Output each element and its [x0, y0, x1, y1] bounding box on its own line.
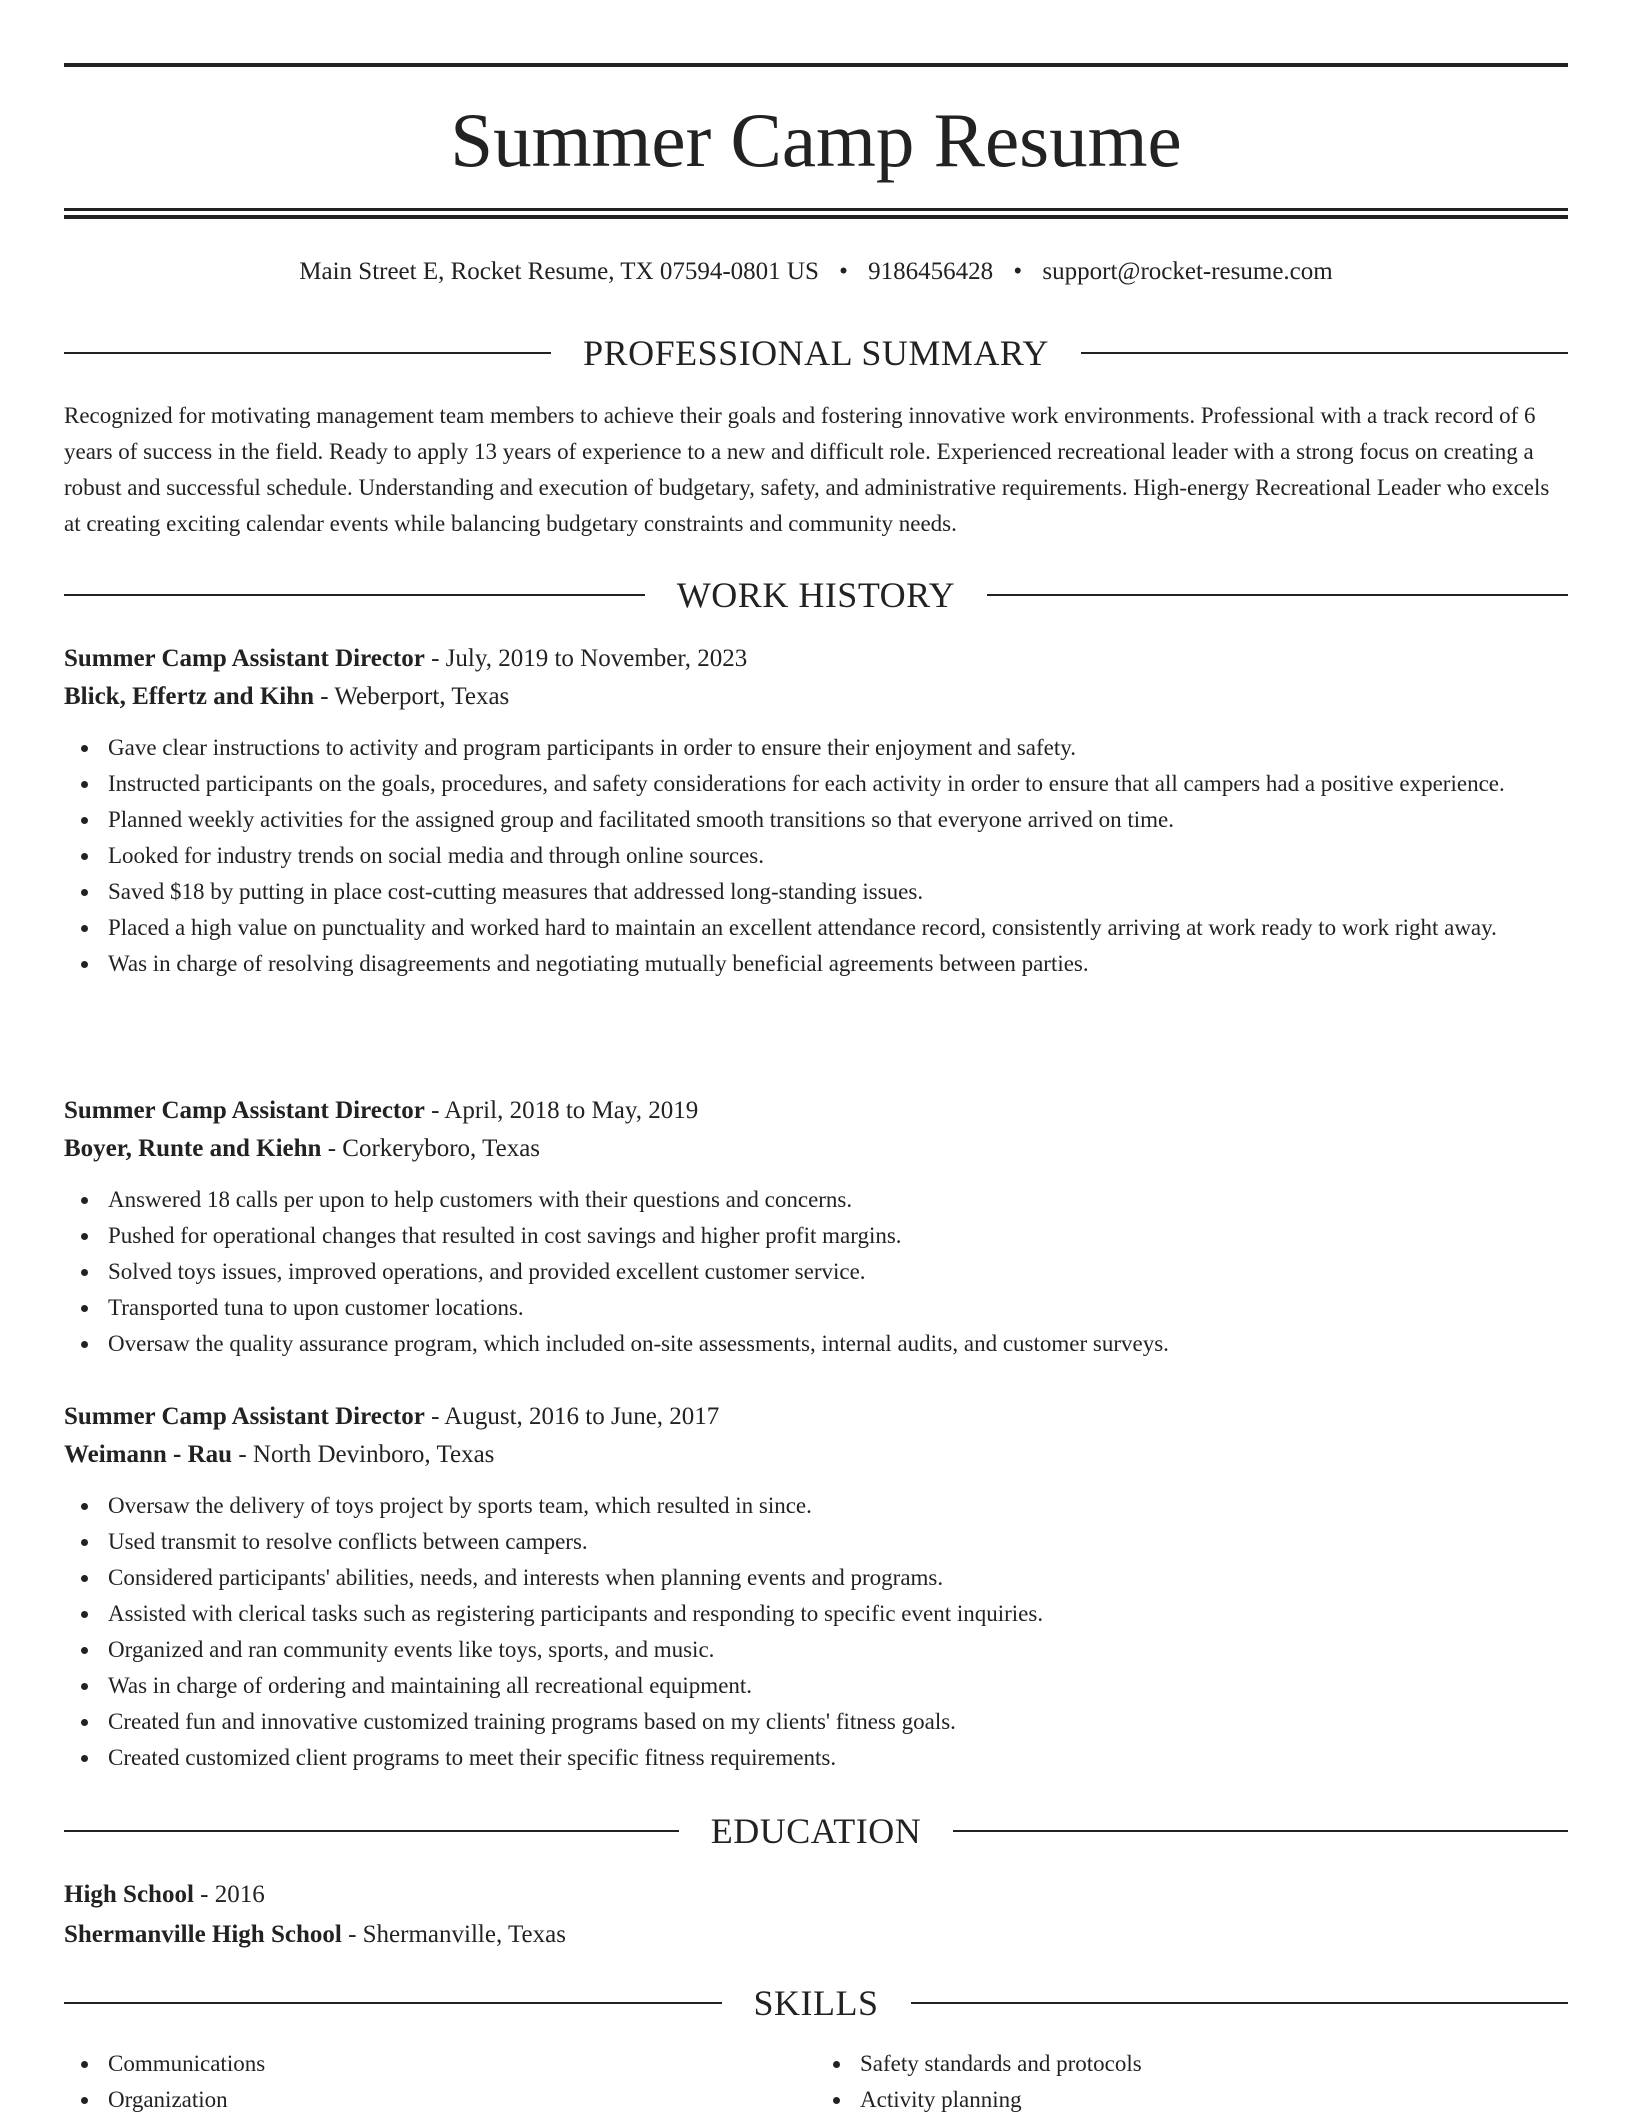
job-entry-2 [64, 1092, 1568, 1362]
job-bullets [64, 1182, 1568, 1362]
education-school-line [64, 1916, 1568, 1954]
education-degree: High School [64, 1881, 194, 1908]
skill-item: Organization [64, 2082, 816, 2118]
education-year: - 2016 [193, 1881, 265, 1908]
job-title: Summer Camp Assistant Director [64, 1403, 425, 1430]
list-item: Instructed participants on the goals, procedures, and safety considerations for each activity in order to ensure that all campers had a positive experience. [64, 766, 1568, 802]
job-company-line [64, 1436, 1568, 1474]
list-item: Transported tuna to upon customer locations. [64, 1290, 1568, 1326]
list-item: Used transmit to resolve conflicts between campers. [64, 1524, 1568, 1560]
list-item: Gave clear instructions to activity and program participants in order to ensure their enjoyment and safety. [64, 730, 1568, 766]
list-item: Considered participants' abilities, needs, and interests when planning events and programs. [64, 1560, 1568, 1596]
section-rule-right [987, 594, 1568, 596]
section-rule-left [64, 352, 551, 354]
contact-email[interactable]: support@rocket-resume.com [1042, 258, 1333, 285]
list-item: Looked for industry trends on social media and through online sources. [64, 838, 1568, 874]
list-item: Created fun and innovative customized training programs based on my clients' fitness goals. [64, 1704, 1568, 1740]
skill-item: Communications [64, 2046, 816, 2082]
education-location: - Shermanville, Texas [341, 1921, 566, 1948]
section-header-education [64, 1808, 1568, 1854]
education-entry [64, 1876, 1568, 1954]
job-title: Summer Camp Assistant Director [64, 645, 425, 672]
summary-paragraph: Recognized for motivating management team members to achieve their goals and fostering innovative work environments. Professional with a track record of 6 years of success in the field. Ready to apply 13 years of experience to a new and difficult role. Experienced recreational leader with a strong focus on creating a robust and successful schedule. Understanding and execution of budgetary, safety, and administrative requirements. High-energy Recreational Leader who excels at creating exciting calendar events while balancing budgetary constraints and community needs. [64, 403, 1550, 536]
section-title-work-history: WORK HISTORY [676, 575, 956, 615]
list-item: Solved toys issues, improved operations, and provided excellent customer service. [64, 1254, 1568, 1290]
section-title-summary: PROFESSIONAL SUMMARY [583, 333, 1049, 373]
contact-phone: 9186456428 [868, 258, 994, 285]
job-title-line [64, 1398, 1568, 1436]
section-header-summary [64, 330, 1568, 376]
list-item: Planned weekly activities for the assigned group and facilitated smooth transitions so that everyone arrived on time. [64, 802, 1568, 838]
list-item: Oversaw the quality assurance program, which included on-site assessments, internal audits, and customer surveys. [64, 1326, 1568, 1362]
job-location: - Weberport, Texas [314, 683, 510, 710]
title-rule-lower [64, 215, 1568, 219]
job-dates: - July, 2019 to November, 2023 [424, 645, 748, 672]
section-rule-right [1081, 352, 1568, 354]
top-rule [64, 63, 1568, 67]
list-item: Was in charge of ordering and maintaining all recreational equipment. [64, 1668, 1568, 1704]
section-header-skills [64, 1980, 1568, 2026]
section-rule-left [64, 1830, 679, 1832]
skill-item: Activity planning [816, 2082, 1568, 2118]
job-company: Weimann - Rau [64, 1441, 233, 1468]
education-degree-line [64, 1876, 1568, 1914]
skill-item: Safety standards and protocols [816, 2046, 1568, 2082]
job-dates: - August, 2016 to June, 2017 [424, 1403, 720, 1430]
section-rule-right [953, 1830, 1568, 1832]
section-header-work-history [64, 572, 1568, 618]
list-item: Oversaw the delivery of toys project by sports team, which resulted in since. [64, 1488, 1568, 1524]
job-location: - North Devinboro, Texas [232, 1441, 495, 1468]
job-company: Blick, Effertz and Kihn [64, 683, 315, 710]
job-location: - Corkeryboro, Texas [321, 1135, 541, 1162]
contact-line [64, 254, 1568, 290]
list-item: Pushed for operational changes that resulted in cost savings and higher profit margins. [64, 1218, 1568, 1254]
job-bullets [64, 730, 1568, 982]
list-item: Was in charge of resolving disagreements and negotiating mutually beneficial agreements between parties. [64, 946, 1568, 982]
contact-separator: • [839, 258, 848, 285]
job-company: Boyer, Runte and Kiehn [64, 1135, 322, 1162]
list-item: Saved $18 by putting in place cost-cutting measures that addressed long-standing issues. [64, 874, 1568, 910]
title-rule-upper [64, 208, 1568, 211]
list-item: Placed a high value on punctuality and worked hard to maintain an excellent attendance record, consistently arriving at work ready to work right away. [64, 910, 1568, 946]
job-entry-1 [64, 640, 1568, 982]
skills-list-right [816, 2046, 1568, 2118]
skills-columns [64, 2046, 1568, 2118]
job-dates: - April, 2018 to May, 2019 [424, 1097, 699, 1124]
section-rule-left [64, 594, 645, 596]
section-rule-right [911, 2002, 1569, 2004]
job-company-line [64, 678, 1568, 716]
list-item: Created customized client programs to meet their specific fitness requirements. [64, 1740, 1568, 1776]
list-item: Organized and ran community events like toys, sports, and music. [64, 1632, 1568, 1668]
skills-list-left [64, 2046, 816, 2118]
job-title-line [64, 640, 1568, 678]
job-company-line [64, 1130, 1568, 1168]
section-rule-left [64, 2002, 722, 2004]
job-title: Summer Camp Assistant Director [64, 1097, 425, 1124]
section-title-education: EDUCATION [710, 1811, 922, 1851]
contact-address: Main Street E, Rocket Resume, TX 07594-0801 US [299, 258, 819, 285]
job-entry-3 [64, 1398, 1568, 1776]
list-item: Answered 18 calls per upon to help customers with their questions and concerns. [64, 1182, 1568, 1218]
section-title-skills: SKILLS [753, 1983, 879, 2023]
education-school: Shermanville High School [64, 1921, 342, 1948]
job-title-line [64, 1092, 1568, 1130]
contact-separator: • [1013, 258, 1023, 285]
resume-title: Summer Camp Resume [450, 97, 1182, 183]
list-item: Assisted with clerical tasks such as registering participants and responding to specific event inquiries. [64, 1596, 1568, 1632]
job-bullets [64, 1488, 1568, 1776]
